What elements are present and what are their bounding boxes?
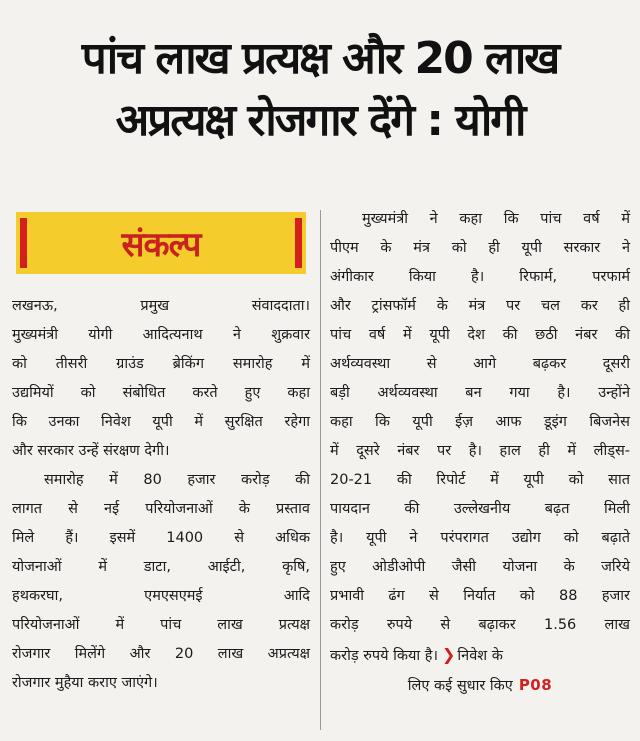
text-line: उद्यमियों को संबोधित करते हुए कहा xyxy=(12,385,310,401)
text-line: परियोजनाओं में पांच लाख प्रत्यक्ष xyxy=(12,617,310,633)
text-line: प्रभावी ढंग से निर्यात को 88 हजार xyxy=(330,588,630,604)
text-line: और सरकार उन्हें संरक्षण देगी। xyxy=(12,443,170,459)
text-line: पीएम के मंत्र को ही यूपी सरकार ने xyxy=(330,240,630,256)
text-line: बड़ी अर्थव्यवस्था बन गया है। उन्होंने xyxy=(330,385,630,401)
continuation-line-2 xyxy=(330,671,630,701)
headline-line-1: पांच लाख प्रत्यक्ष और 20 लाख xyxy=(81,33,559,84)
text-line: लागत से नई परियोजनाओं के प्रस्ताव xyxy=(12,501,310,517)
text-line: कि उनका निवेश यूपी में सुरक्षित रहेगा xyxy=(12,414,310,430)
text-line: कहा कि यूपी ईज़ आफ डूइंग बिजनेस xyxy=(330,414,630,430)
text-line: लखनऊ, प्रमुख संवाददाता। xyxy=(12,298,310,314)
left-column xyxy=(12,212,310,698)
continuation-text-2: लिए कई सुधार किए xyxy=(407,678,513,694)
last-line-text: करोड़ रुपये किया है। xyxy=(330,648,438,664)
text-line: योजनाओं में डाटा, आईटी, कृषि, xyxy=(12,559,310,575)
text-line: हथकरघा, एमएसएमई आदि xyxy=(12,588,310,604)
text-line: हुए ओडीओपी जैसी योजना के जरिये xyxy=(330,559,630,575)
text-line: में दूसरे नंबर पर है। हाल ही में लीड्स- xyxy=(330,443,630,459)
column-divider xyxy=(320,210,321,730)
section-tag xyxy=(16,212,306,274)
text-line: मुख्यमंत्री योगी आदित्यनाथ ने शुक्रवार xyxy=(12,327,310,343)
text-line: और ट्रांसफॉर्म के मंत्र पर चल कर ही xyxy=(330,298,630,314)
text-line: अर्थव्यवस्था से आगे बढ़कर दूसरी xyxy=(330,356,630,372)
text-line: समारोह में 80 हजार करोड़ की xyxy=(44,472,310,488)
tag-bar-right xyxy=(295,218,302,268)
text-line: को तीसरी ग्राउंड ब्रेकिंग समारोह में xyxy=(12,356,310,372)
text-line: मिले हैं। इसमें 1400 से अधिक xyxy=(12,530,310,546)
text-line: पायदान की उल्लेखनीय बढ़त मिली xyxy=(330,501,630,517)
continue-arrow-icon: ❯ xyxy=(441,645,456,664)
tag-bar-left xyxy=(20,218,27,268)
text-line: है। यूपी ने परंपरागत उद्योग को बढ़ाते xyxy=(330,530,630,546)
text-line: करोड़ रुपये से बढ़ाकर 1.56 लाख xyxy=(330,617,630,633)
text-line: 20-21 की रिपोर्ट में यूपी को सात xyxy=(330,472,630,488)
text-line: अंगीकार किया है। रिफार्म, परफार्म xyxy=(330,269,630,285)
continuation-text: निवेश के xyxy=(457,648,503,664)
section-tag-label: संकल्प xyxy=(121,225,201,265)
continuation-line xyxy=(330,640,630,671)
headline-line-2: अप्रत्यक्ष रोजगार देंगे : योगी xyxy=(115,95,525,146)
page-reference[interactable]: P08 xyxy=(518,676,553,694)
text-line: रोजगार मुहैया कराए जाएंगे। xyxy=(12,675,158,691)
headline xyxy=(10,28,630,152)
paragraph-2 xyxy=(12,466,310,698)
right-column xyxy=(330,205,630,701)
text-line: पांच वर्ष में यूपी देश की छठी नंबर की xyxy=(330,327,630,343)
paragraph-1 xyxy=(12,292,310,466)
text-line: मुख्यमंत्री ने कहा कि पांच वर्ष में xyxy=(362,211,630,227)
text-line: रोजगार मिलेंगे और 20 लाख अप्रत्यक्ष xyxy=(12,646,310,662)
